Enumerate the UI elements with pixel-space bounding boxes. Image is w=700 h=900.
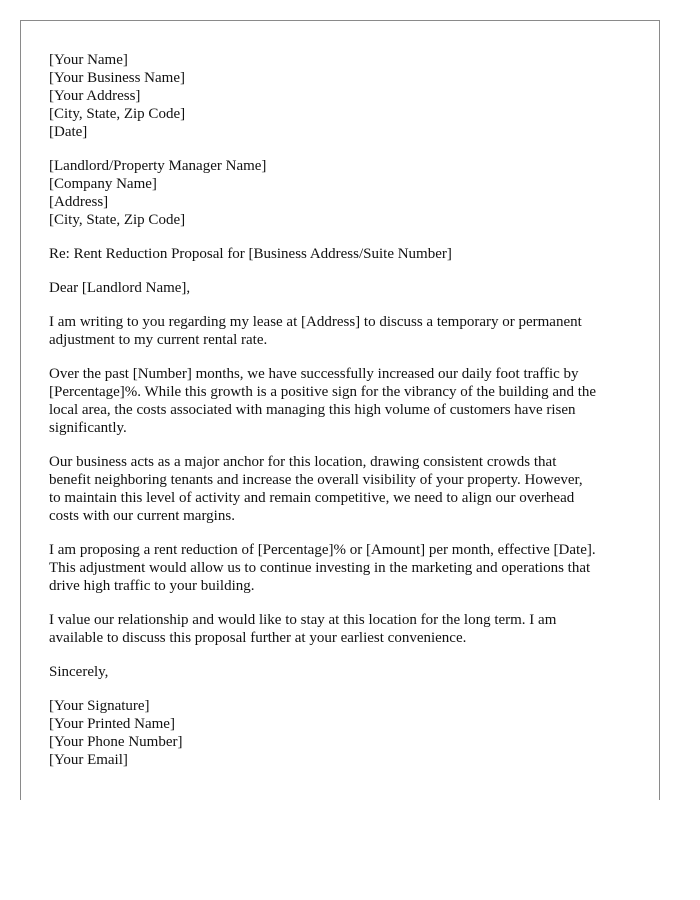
paragraph-line: significantly. bbox=[49, 420, 127, 436]
recipient-city-state-zip: [City, State, Zip Code] bbox=[49, 212, 186, 228]
paragraph-line: I am proposing a rent reduction of [Percentage]% or [Amount] per month, effective [Date]. bbox=[49, 542, 596, 558]
sender-address: [Your Address] bbox=[49, 88, 141, 104]
sender-name: [Your Name] bbox=[49, 52, 128, 68]
paragraph-line: to maintain this level of activity and remain competitive, we need to align our overhead bbox=[49, 490, 575, 506]
spacer bbox=[49, 437, 649, 453]
spacer bbox=[49, 297, 649, 313]
recipient-company: [Company Name] bbox=[49, 176, 157, 192]
body-paragraph-1 bbox=[49, 313, 649, 349]
spacer bbox=[49, 681, 649, 697]
salutation-text: Dear [Landlord Name], bbox=[49, 280, 191, 296]
body-paragraph-2 bbox=[49, 365, 649, 437]
body-paragraph-5 bbox=[49, 611, 649, 647]
paragraph-line: available to discuss this proposal further at your earliest convenience. bbox=[49, 630, 467, 646]
paragraph-line: adjustment to my current rental rate. bbox=[49, 332, 268, 348]
salutation bbox=[49, 279, 649, 297]
spacer bbox=[49, 525, 649, 541]
paragraph-line: Our business acts as a major anchor for this location, drawing consistent crowds that bbox=[49, 454, 557, 470]
body-paragraph-3 bbox=[49, 453, 649, 525]
signature-block bbox=[49, 697, 649, 769]
letter-content bbox=[49, 51, 649, 769]
sender-block bbox=[49, 51, 649, 141]
signature-placeholder: [Your Signature] bbox=[49, 698, 150, 714]
closing-text: Sincerely, bbox=[49, 664, 109, 680]
subject-line bbox=[49, 245, 649, 263]
paragraph-line: benefit neighboring tenants and increase the overall visibility of your property. However, bbox=[49, 472, 583, 488]
body-paragraph-4 bbox=[49, 541, 649, 595]
email-address: [Your Email] bbox=[49, 752, 128, 768]
closing bbox=[49, 663, 649, 681]
spacer bbox=[49, 595, 649, 611]
recipient-name: [Landlord/Property Manager Name] bbox=[49, 158, 267, 174]
paragraph-line: Over the past [Number] months, we have successfully increased our daily foot traffic by bbox=[49, 366, 579, 382]
recipient-address: [Address] bbox=[49, 194, 109, 210]
sender-business-name: [Your Business Name] bbox=[49, 70, 185, 86]
spacer bbox=[49, 647, 649, 663]
subject-text: Re: Rent Reduction Proposal for [Business Address/Suite Number] bbox=[49, 246, 452, 262]
spacer bbox=[49, 349, 649, 365]
paragraph-line: [Percentage]%. While this growth is a positive sign for the vibrancy of the building and the bbox=[49, 384, 597, 400]
spacer bbox=[49, 141, 649, 157]
paragraph-line: I am writing to you regarding my lease at [Address] to discuss a temporary or permanent bbox=[49, 314, 582, 330]
spacer bbox=[49, 229, 649, 245]
phone-number: [Your Phone Number] bbox=[49, 734, 183, 750]
paragraph-line: I value our relationship and would like to stay at this location for the long term. I am bbox=[49, 612, 557, 628]
letter-page bbox=[20, 20, 660, 800]
paragraph-line: local area, the costs associated with managing this high volume of customers have risen bbox=[49, 402, 576, 418]
sender-city-state-zip: [City, State, Zip Code] bbox=[49, 106, 186, 122]
recipient-block bbox=[49, 157, 649, 229]
paragraph-line: costs with our current margins. bbox=[49, 508, 235, 524]
printed-name: [Your Printed Name] bbox=[49, 716, 175, 732]
paragraph-line: drive high traffic to your building. bbox=[49, 578, 255, 594]
paragraph-line: This adjustment would allow us to continue investing in the marketing and operations that bbox=[49, 560, 591, 576]
spacer bbox=[49, 263, 649, 279]
sender-date: [Date] bbox=[49, 124, 88, 140]
